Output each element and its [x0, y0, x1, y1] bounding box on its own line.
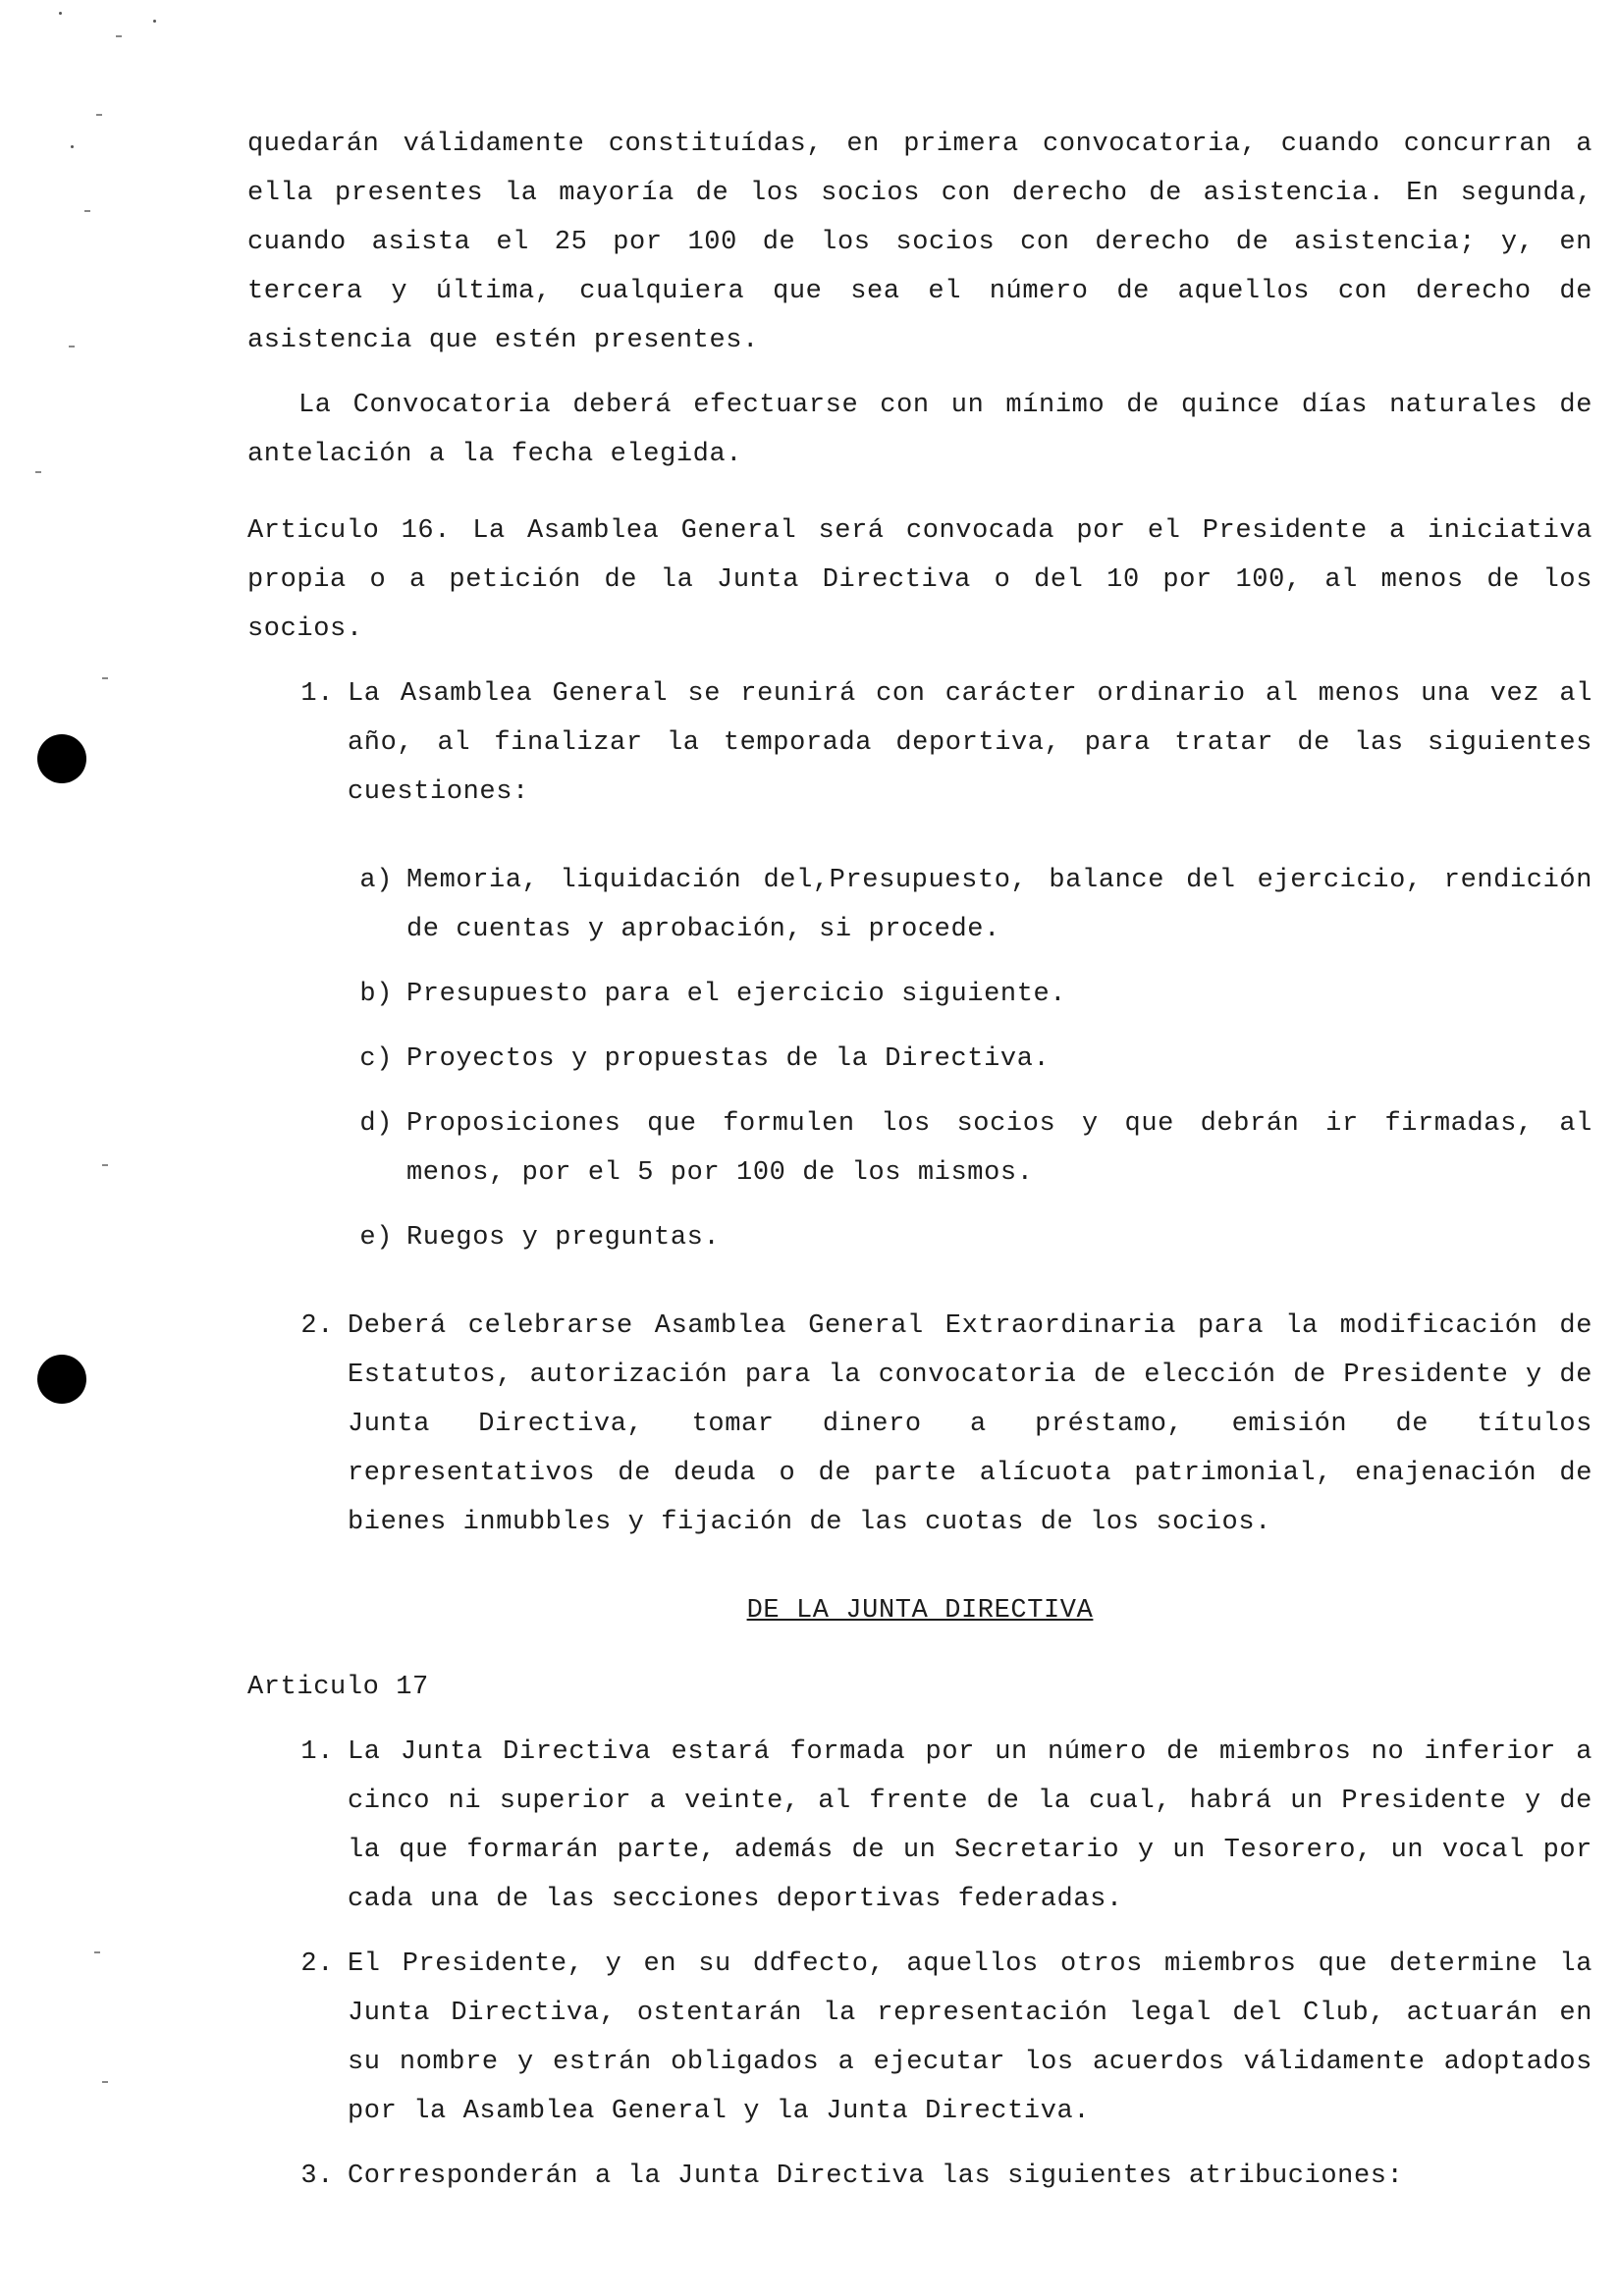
subitem-c [247, 1035, 1592, 1084]
subitem-d [247, 1099, 1592, 1198]
margin-mark [102, 677, 108, 679]
subitem-label: a) [359, 866, 393, 895]
article-17-item-1 [139, 1728, 1592, 1924]
subitem-e [247, 1213, 1592, 1262]
margin-mark [96, 114, 102, 116]
document-body [247, 120, 1592, 2201]
article-16-intro: Articulo 16. La Asamblea General será convocada por el Presidente a iniciativa propia o a petición de la Junta Directiva o del 10 por 100, al menos de los socios. [247, 516, 1592, 644]
subitem-text: Proposiciones que formulen los socios y que debrán ir firmadas, al menos, por el 5 por 100 de los mismos. [406, 1109, 1592, 1188]
subitem-label: e) [359, 1223, 393, 1253]
margin-mark [84, 210, 90, 212]
subitem-text: Ruegos y preguntas. [406, 1223, 721, 1253]
subitem-label: c) [359, 1044, 393, 1074]
margin-mark [35, 471, 41, 473]
margin-speck [59, 12, 62, 15]
item-number: 2. [300, 1949, 334, 1979]
subitem-b [247, 970, 1592, 1019]
item-number: 1. [300, 1737, 334, 1767]
margin-speck [71, 145, 74, 148]
paragraph-quorum: quedarán válidamente constituídas, en primera convocatoria, cuando concurran a ella presentes la mayoría de los socios con derecho de asistencia. En segunda, cuando asista el 25 por 100 de los socios con derecho de asistencia; y, en tercera y última, cualquiera que sea el número de aquellos con derecho de asistencia que estén presentes. [247, 130, 1592, 355]
margin-mark [116, 35, 122, 37]
subitem-label: b) [359, 980, 393, 1009]
item-number: 1. [300, 679, 334, 709]
subitem-text: Memoria, liquidación del,Presupuesto, balance del ejercicio, rendición de cuentas y aprobación, si procede. [406, 866, 1592, 944]
margin-speck [153, 20, 156, 23]
punch-hole-bottom [37, 1355, 86, 1404]
article-16-item-2 [139, 1302, 1592, 1547]
article-17-title: Articulo 17 [247, 1673, 429, 1702]
item-number: 3. [300, 2162, 334, 2191]
margin-mark [94, 1951, 100, 1953]
item-text: La Junta Directiva estará formada por un número de miembros no inferior a cinco ni superior a veinte, al frente de la cual, habrá un Presidente y de la que formarán parte, además de un Secretario y un Tesorero, un vocal por cada una de las secciones deportivas federadas. [348, 1737, 1592, 1914]
paragraph-convocatoria: La Convocatoria deberá efectuarse con un mínimo de quince días naturales de antelación a la fecha elegida. [247, 391, 1592, 469]
margin-mark [102, 2081, 108, 2083]
item-text: El Presidente, y en su ddfecto, aquellos otros miembros que determine la Junta Directiva, ostentarán la representación legal del Club, actuarán en su nombre y estrán obligados a ejecutar los acuerdos válidamente adoptados por la Asamblea General y la Junta Directiva. [348, 1949, 1592, 2126]
item-text: Corresponderán a la Junta Directiva las siguientes atribuciones: [348, 2162, 1404, 2191]
item-number: 2. [300, 1311, 334, 1341]
subitem-text: Presupuesto para el ejercicio siguiente. [406, 980, 1067, 1009]
margin-mark [69, 346, 75, 347]
item-text: Deberá celebrarse Asamblea General Extraordinaria para la modificación de Estatutos, autorización para la convocatoria de elección de Presidente y de Junta Directiva, tomar dinero a préstamo, emisión de títulos representativos de deuda o de parte alícuota patrimonial, enajenación de bienes inmubbles y fijación de las cuotas de los socios. [348, 1311, 1592, 1537]
subitem-label: d) [359, 1109, 393, 1139]
subitem-text: Proyectos y propuestas de la Directiva. [406, 1044, 1051, 1074]
section-heading: DE LA JUNTA DIRECTIVA [746, 1596, 1094, 1626]
margin-mark [102, 1164, 108, 1166]
subitem-a [247, 856, 1592, 954]
article-17-item-3 [139, 2152, 1592, 2201]
punch-hole-top [37, 734, 86, 783]
article-16-item-1 [139, 669, 1592, 817]
item-text: La Asamblea General se reunirá con carácter ordinario al menos una vez al año, al finalizar la temporada deportiva, para tratar de las siguientes cuestiones: [348, 679, 1592, 807]
article-17-item-2 [139, 1940, 1592, 2136]
